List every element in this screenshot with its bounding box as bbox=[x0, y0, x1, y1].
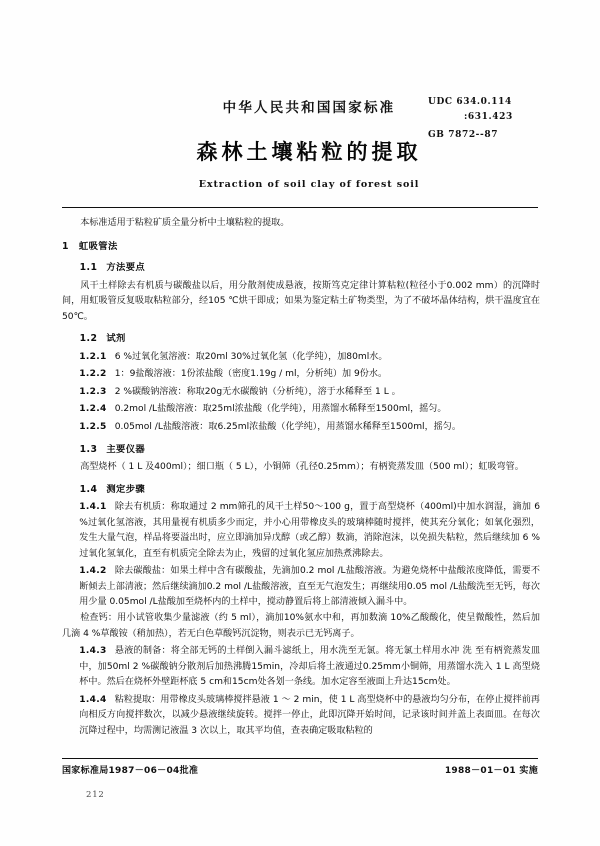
list-item bbox=[62, 350, 540, 366]
list-item bbox=[62, 385, 540, 401]
page-subtitle-english: Extraction of soil clay of forest soil bbox=[198, 179, 420, 190]
scope-paragraph: 本标准适用于粘粒矿质全量分析中土壤粘粒的提取。 bbox=[80, 218, 290, 228]
footer-divider bbox=[62, 758, 538, 759]
section-number-1-2: 1.2 bbox=[79, 333, 98, 345]
gb-standard-number: GB 7872--87 bbox=[428, 129, 499, 140]
item-text: 悬液的制备：将全部无钙的土样倒入漏斗滤纸上，用水洗至无氯。将无氯土样用水冲 洗 至有柄瓷蒸发皿中，加50ml 2 %碳酸钠分散剂后加热沸腾15min，冷却后将土液通过0.25mm小铜筛，用蒸馏水洗入 1 L 高型烧杯中。然后在烧杯外壁距杯底 5 cm和15cm处各划一条线。加水定容至液面上升达15cm处。 bbox=[79, 646, 540, 688]
national-standard-label: 中华人民共和国国家标准 bbox=[222, 100, 396, 116]
section-heading-1-1 bbox=[62, 260, 540, 276]
item-number: 1.2.5 bbox=[79, 422, 107, 433]
calcium-check-paragraph: 检查钙：用小试管收集少量滤液（约 5 ml），滴加10%氨水中和，再加数滴 10%乙酸酸化，使呈微酸性，然后加几滴 4 %草酸铵（稍加热），若无白色草酸钙沉淀物，则表示已无钙离子。 bbox=[62, 613, 540, 639]
list-item bbox=[62, 367, 540, 383]
item-text: 2 %碳酸钠溶液：称取20g无水碳酸钠（分析纯），溶于水稀释至 1 L 。 bbox=[114, 386, 401, 397]
item-number: 1.4.3 bbox=[79, 646, 107, 657]
udc-code-line-1: UDC 634.0.114 bbox=[428, 97, 512, 107]
list-item bbox=[62, 564, 540, 611]
section-heading-1-4 bbox=[62, 482, 540, 498]
item-text: 粘粒提取：用带橡皮头玻璃棒搅拌悬液 1 ～ 2 min，使 1 L 高型烧杯中的悬液均匀分布，在停止搅拌前再向相反方向搅拌数次，以减少悬液继续旋转。搅拌一停止，此即沉降开始时间，记录该时间并盖上表面皿。在每次沉降过程中，均需测记液温 3 次以上，取其平均值，查表确定吸取粘粒的 bbox=[79, 694, 540, 736]
item-number: 1.2.1 bbox=[79, 351, 107, 362]
section-heading-1-2 bbox=[62, 331, 540, 347]
section-number-1-4: 1.4 bbox=[79, 483, 98, 495]
item-text: 1：9盐酸溶液：1份浓盐酸（密度1.19g / ml，分析纯）加 9份水。 bbox=[114, 369, 388, 380]
item-number: 1.2.2 bbox=[79, 369, 107, 380]
item-number: 1.4.4 bbox=[79, 694, 107, 705]
udc-code-line-2: :631.423 bbox=[464, 111, 513, 122]
section-title-1-3: 主要仪器 bbox=[106, 443, 146, 455]
document-header bbox=[0, 96, 600, 190]
item-number: 1.2.3 bbox=[79, 386, 107, 397]
footer-approval-text: 国家标准局1987－06－04批准 bbox=[62, 766, 199, 776]
section-title-1: 虹吸管法 bbox=[78, 240, 118, 252]
paragraph-1-1: 风干土样除去有机质与碳酸盐以后，用分散剂使成悬液，按斯笃克定律计算粘粒(粒径小于0.002 mm）的沉降时间，用虹吸管反复吸取粘粒部分，经105 ℃烘干即成；如果为鉴定粘土矿物类型，为了不破坏晶体结构，烘干温度宜在50℃。 bbox=[62, 280, 540, 322]
section-title-1-2: 试剂 bbox=[106, 333, 126, 345]
item-number: 1.4.2 bbox=[79, 566, 107, 577]
page-number: 212 bbox=[86, 790, 105, 800]
item-text: 6 %过氧化氢溶液：取20ml 30%过氧化氢（化学纯），加80ml水。 bbox=[114, 351, 388, 362]
page-title: 森林土壤粘粒的提取 bbox=[196, 140, 422, 164]
list-item bbox=[62, 693, 540, 740]
list-item bbox=[62, 500, 540, 562]
item-number: 1.4.1 bbox=[79, 502, 107, 513]
section-title-1-1: 方法要点 bbox=[106, 262, 146, 274]
item-text: 0.2mol /L盐酸溶液：取25ml浓盐酸（化学纯），用蒸馏水稀释至1500ml，摇匀。 bbox=[114, 404, 447, 415]
section-number-1-3: 1.3 bbox=[79, 443, 98, 455]
section-number-1-1: 1.1 bbox=[79, 262, 98, 274]
footer-implementation-text: 1988－01－01 实施 bbox=[444, 766, 538, 776]
document-body bbox=[62, 216, 540, 739]
section-heading-1 bbox=[62, 239, 540, 255]
paragraph-1-3: 高型烧杯（ 1 L 及400ml）；细口瓶（ 5 L），小铜筛（孔径0.25mm）；有柄瓷蒸发皿（500 ml）；虹吸弯管。 bbox=[80, 462, 524, 473]
item-text: 除去碳酸盐：如果土样中含有碳酸盐，先滴加0.2 mol /L盐酸溶液。为避免烧杯中盐酸浓度降低，需要不断倾去上部清液；然后继续滴加0.2 mol /L盐酸溶液，直至无气泡发生；再继续用0.05 mol /L盐酸洗至无钙，每次用少量 0.05mol /L盐酸加至烧杯内的土样中，搅动静置后将上部清液倾入漏斗中。 bbox=[79, 566, 540, 608]
list-item bbox=[62, 644, 540, 691]
header-divider bbox=[62, 207, 538, 208]
item-text: 0.05mol /L盐酸溶液：取6.25ml浓盐酸（化学纯），用蒸馏水稀释至1500ml，摇匀。 bbox=[114, 422, 461, 433]
document-footer bbox=[62, 763, 538, 776]
item-number: 1.2.4 bbox=[79, 404, 107, 415]
list-item bbox=[62, 420, 540, 436]
list-item bbox=[62, 402, 540, 418]
section-number-1: 1 bbox=[62, 240, 69, 252]
item-text: 除去有机质：称取通过 2 mm筛孔的风干土样50～100 g，置于高型烧杯（400ml)中加水润湿，滴加 6 %过氧化氢溶液，其用量视有机质多少而定，并小心用带橡皮头的玻璃棒随时搅拌，使其充分氧化；如氧化强烈，发生大量气泡，样品将要溢出时，应立即滴加异戊醇（或乙醇）数滴，消除泡沫，以免损失粘粒，然后继续加 6 %过氧化氢氧化，直至有机质完全除去为止，残留的过氧化氢应加热煮沸除去。 bbox=[79, 502, 540, 559]
section-title-1-4: 测定步骤 bbox=[106, 483, 146, 495]
section-heading-1-3 bbox=[62, 442, 540, 458]
